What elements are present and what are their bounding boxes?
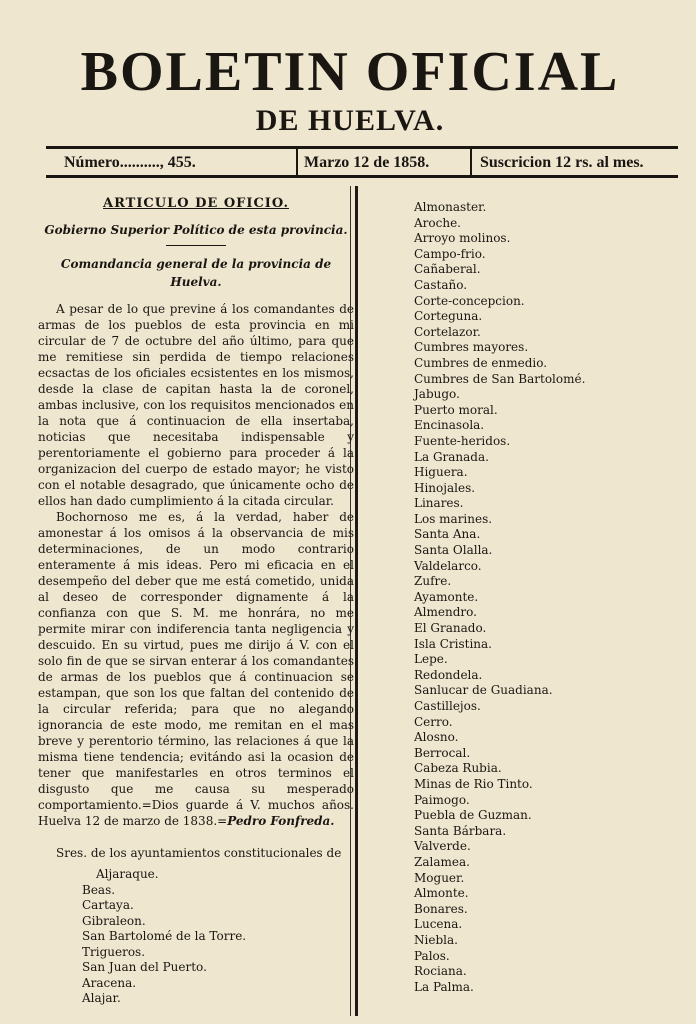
list-item: Encinasola. (414, 418, 485, 433)
list-item: Redondela. (414, 667, 483, 682)
list-item: Trigueros. (82, 944, 146, 959)
list-item: Alajar. (82, 991, 121, 1005)
list-item: Valverde. (414, 839, 471, 854)
list-item: Santa Ana. (414, 527, 481, 542)
article-paragraph-2 (38, 509, 354, 829)
list-item: Valdelarco. (414, 558, 482, 573)
list-item: Almendro. (414, 605, 477, 620)
list-item: Higuera. (414, 465, 468, 480)
town-list-left (38, 867, 354, 1007)
list-item: Cañaberal. (414, 262, 481, 277)
info-divider (470, 149, 472, 175)
list-item: Cartaya. (82, 898, 134, 912)
article-paragraph-2-text: Bochornoso me es, á la verdad, haber de amonestar á los omisos á la observancia de mis determinaciones, de un modo contrario enteramente á mis ideas. Pero mi eficacia en el desempeño del deber que me está cometido, unida al deseo de corresponder dignamente á la confianza con que S. M. me honrára, no me permite mirar con indiferencia tanta negligencia y descuido. En su virtud, pues me dirijo á V. con el solo fin de que se sirvan enterar á los comandantes de armas de los pueblos que á continuacion se estampan, que son los que faltan del contenido de la circular referida; para que no alegando ignorancia de este modo, me remitan en el mas breve y perentorio término, las relaciones á que la misma tiene tendencia; evitándo asi la ocasion de tener que manifestarles en otros terminos el disgusto que me causa su mesperado comportamiento.=Dios guarde á V. muchos años. Huelva 12 de marzo de 1838.= (38, 510, 354, 828)
list-item: Cumbres mayores. (414, 340, 529, 355)
left-column (38, 194, 354, 1007)
list-item: Bonares. (414, 901, 468, 916)
list-item: San Bartolomé de la Torre. (82, 929, 247, 943)
list-item: Hinojales. (414, 480, 476, 495)
list-item: Linares. (414, 496, 464, 511)
list-item: Cerro. (414, 714, 453, 729)
info-divider (296, 149, 298, 175)
right-column (414, 200, 684, 995)
list-item: Palos. (414, 948, 450, 963)
list-item: Corteguna. (414, 309, 483, 324)
list-item: Rociana. (414, 964, 467, 979)
masthead-subtitle: DE HUELVA. (255, 104, 445, 137)
list-item: El Granado. (414, 621, 487, 636)
list-item: Santa Olalla. (414, 543, 493, 558)
list-item: Alosno. (414, 730, 459, 745)
list-item: Lepe. (414, 652, 448, 667)
list-item: Minas de Rio Tinto. (414, 776, 533, 791)
subscription-price: Suscricion 12 rs. al mes. (480, 154, 644, 171)
list-item: Ayamonte. (414, 589, 479, 604)
article-paragraph-1: A pesar de lo que previne á los comandantes de armas de los pueblos de esta provincia en mi circular de 7 de octubre del año último, para que me remitiese sin perdida de tiempo relaciones ecsactas de los oficiales ecsistentes en los mismos, desde la clase de capitan hasta la de coronel, ambas inclusive, con los requisitos mencionados en la nota que á continuacion de ella insertaba, noticias que necesitaba indispensable y perentoriamente el gobierno para proceder á la organizacion del cuerpo de estado mayor; he visto con el notable desagrado, que únicamente ocho de ellos han dado cumplimiento á la citada circular. (38, 302, 354, 508)
list-item: Moguer. (414, 870, 465, 885)
list-item: Castaño. (414, 277, 468, 292)
list-item: Los marines. (414, 511, 493, 526)
divider (166, 245, 226, 246)
list-item: La Palma. (414, 979, 474, 994)
list-item: Arroyo molinos. (414, 231, 511, 246)
list-item: Zufre. (414, 574, 452, 589)
list-item: Fuente-heridos. (414, 433, 511, 448)
column-rule (355, 186, 358, 1016)
article-subhead-government: Gobierno Superior Político de esta provincia. (44, 223, 348, 237)
list-item: Berrocal. (414, 745, 471, 760)
masthead (40, 40, 660, 140)
article-subhead-command: Comandancia general de la provincia de Huelva. (60, 257, 332, 289)
list-item: Cumbres de San Bartolomé. (414, 371, 586, 386)
article-signature: Pedro Fonfreda. (227, 814, 335, 828)
list-item: Lucena. (414, 917, 463, 932)
issue-date: Marzo 12 de 1858. (304, 154, 430, 171)
list-item: Almonaster. (414, 200, 487, 214)
list-item: La Granada. (414, 449, 489, 464)
list-item: Zalamea. (414, 854, 470, 869)
list-item: Gibraleon. (82, 913, 146, 928)
list-item: San Juan del Puerto. (82, 960, 207, 974)
list-item: Almonte. (414, 886, 469, 901)
list-item: Puebla de Guzman. (414, 808, 532, 823)
list-item: Isla Cristina. (414, 636, 492, 651)
list-item: Cumbres de enmedio. (414, 355, 548, 370)
list-item: Puerto moral. (414, 402, 498, 417)
list-item: Cortelazor. (414, 324, 481, 339)
article-heading: ARTICULO DE OFICIO. (103, 196, 289, 211)
list-item: Niebla. (414, 932, 458, 947)
masthead-title: BOLETIN OFICIAL (80, 41, 620, 103)
list-item: Castillejos. (414, 699, 481, 713)
list-item: Santa Bárbara. (414, 823, 507, 838)
list-item: Aracena. (82, 975, 137, 990)
issue-number: Número.........., 455. (64, 154, 196, 171)
list-item: Jabugo. (414, 387, 460, 402)
list-item: Cabeza Rubia. (414, 761, 502, 776)
list-item: Aljaraque. (96, 867, 159, 881)
list-item: Paimogo. (414, 792, 470, 807)
list-item: Corte-concepcion. (414, 293, 525, 308)
list-item: Campo-frio. (414, 246, 486, 261)
list-item: Beas. (82, 882, 116, 897)
town-list-right (414, 200, 684, 995)
addressee-line: Sres. de los ayuntamientos constitucionales de (56, 846, 342, 860)
list-item: Sanlucar de Guadiana. (414, 683, 553, 698)
list-item: Aroche. (414, 215, 461, 230)
issue-info-bar (46, 146, 678, 178)
